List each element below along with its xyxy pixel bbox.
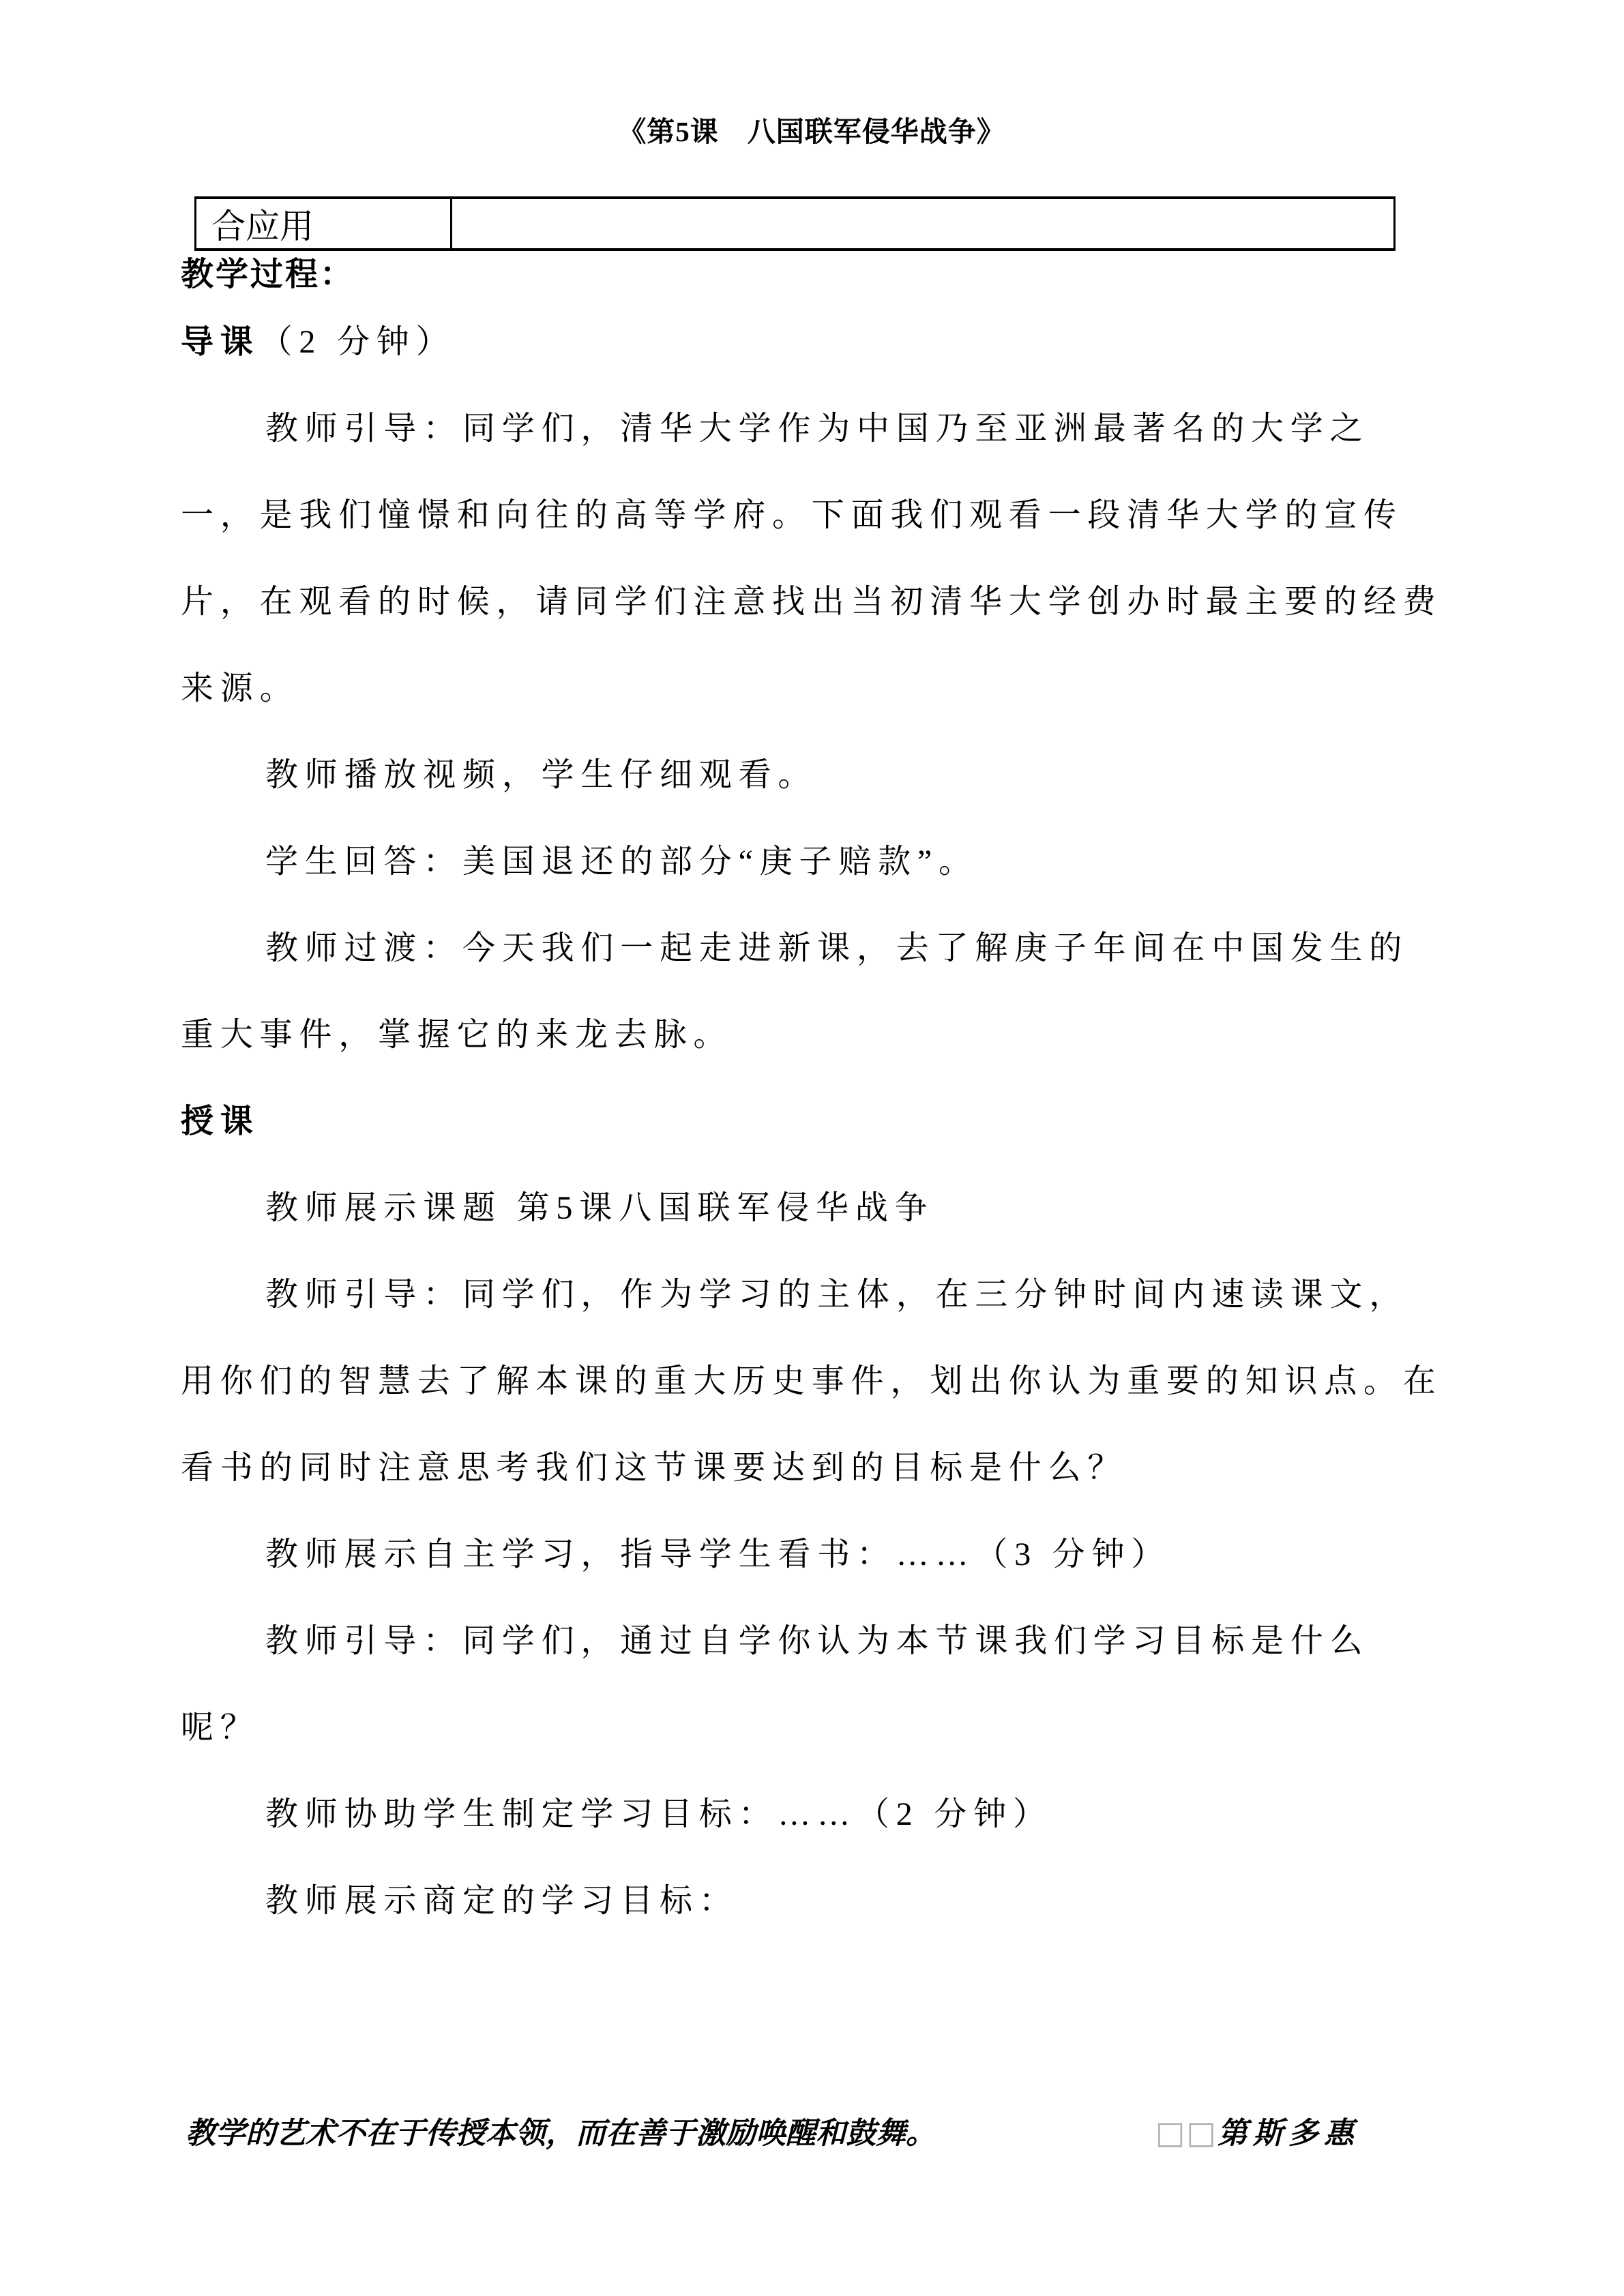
footer: [186, 2111, 1359, 2153]
paragraph-line: 教师展示课题 第5课八国联军侵华战争: [265, 1190, 934, 1226]
paragraph-line: 一，是我们憧憬和向往的高等学府。下面我们观看一段清华大学的宣传: [181, 497, 1403, 533]
table-cell-label: 合应用: [196, 198, 452, 250]
paragraph-line: 教师过渡：今天我们一起走进新课，去了解庚子年间在中国发生的: [265, 930, 1409, 966]
subsection-lead-in: [181, 299, 1443, 385]
paragraph-line: 教师引导：同学们，作为学习的主体，在三分钟时间内速读课文，: [265, 1277, 1409, 1313]
paragraph-line: 来源。: [181, 670, 299, 706]
missing-glyph-boxes: □□: [1155, 2114, 1217, 2151]
paragraph-line: 教师协助学生制定学习目标：……（2 分钟）: [265, 1796, 1052, 1832]
paragraph-line: 学生回答：美国退还的部分“庚子赔款”。: [265, 844, 978, 880]
category-table: [194, 196, 1396, 251]
paragraph-line: 教师引导：同学们，通过自学你认为本节课我们学习目标是什么: [265, 1623, 1370, 1659]
footer-quote: 教学的艺术不在于传授本领，而在善于激励唤醒和鼓舞。: [186, 2117, 936, 2150]
subsection-teaching: 授课: [181, 1103, 260, 1139]
paragraph-line: 片，在观看的时候，请同学们注意找出当初清华大学创办时最主要的经费: [181, 584, 1443, 620]
table-row: [196, 198, 1395, 250]
paragraph-line: 教师引导：同学们，清华大学作为中国乃至亚洲最著名的大学之: [265, 411, 1370, 447]
paragraph-line: 教师展示商定的学习目标：: [265, 1883, 739, 1919]
section-heading-teaching-process: 教学过程：: [181, 256, 355, 293]
paragraph-line: 看书的同时注意思考我们这节课要达到的目标是什么？: [181, 1450, 1127, 1486]
paragraph-line: 教师展示自主学习，指导学生看书：……（3 分钟）: [265, 1536, 1171, 1572]
table-cell-empty: [452, 198, 1395, 250]
lead-in-label: 导课: [181, 324, 260, 360]
paragraph-line: 用你们的智慧去了解本课的重大历史事件，划出你认为重要的知识点。在: [181, 1363, 1443, 1399]
footer-attribution: 第斯多惠: [1217, 2117, 1359, 2150]
document-body: [181, 299, 1443, 1944]
paragraph-line: 教师播放视频，学生仔细观看。: [265, 757, 818, 793]
paragraph-line: 重大事件，掌握它的来龙去脉。: [181, 1017, 733, 1053]
document-title: 《第5课 八国联军侵华战争》: [618, 116, 1005, 147]
lead-in-duration: （2 分钟）: [259, 324, 456, 360]
paragraph-line: 呢？: [181, 1710, 260, 1746]
